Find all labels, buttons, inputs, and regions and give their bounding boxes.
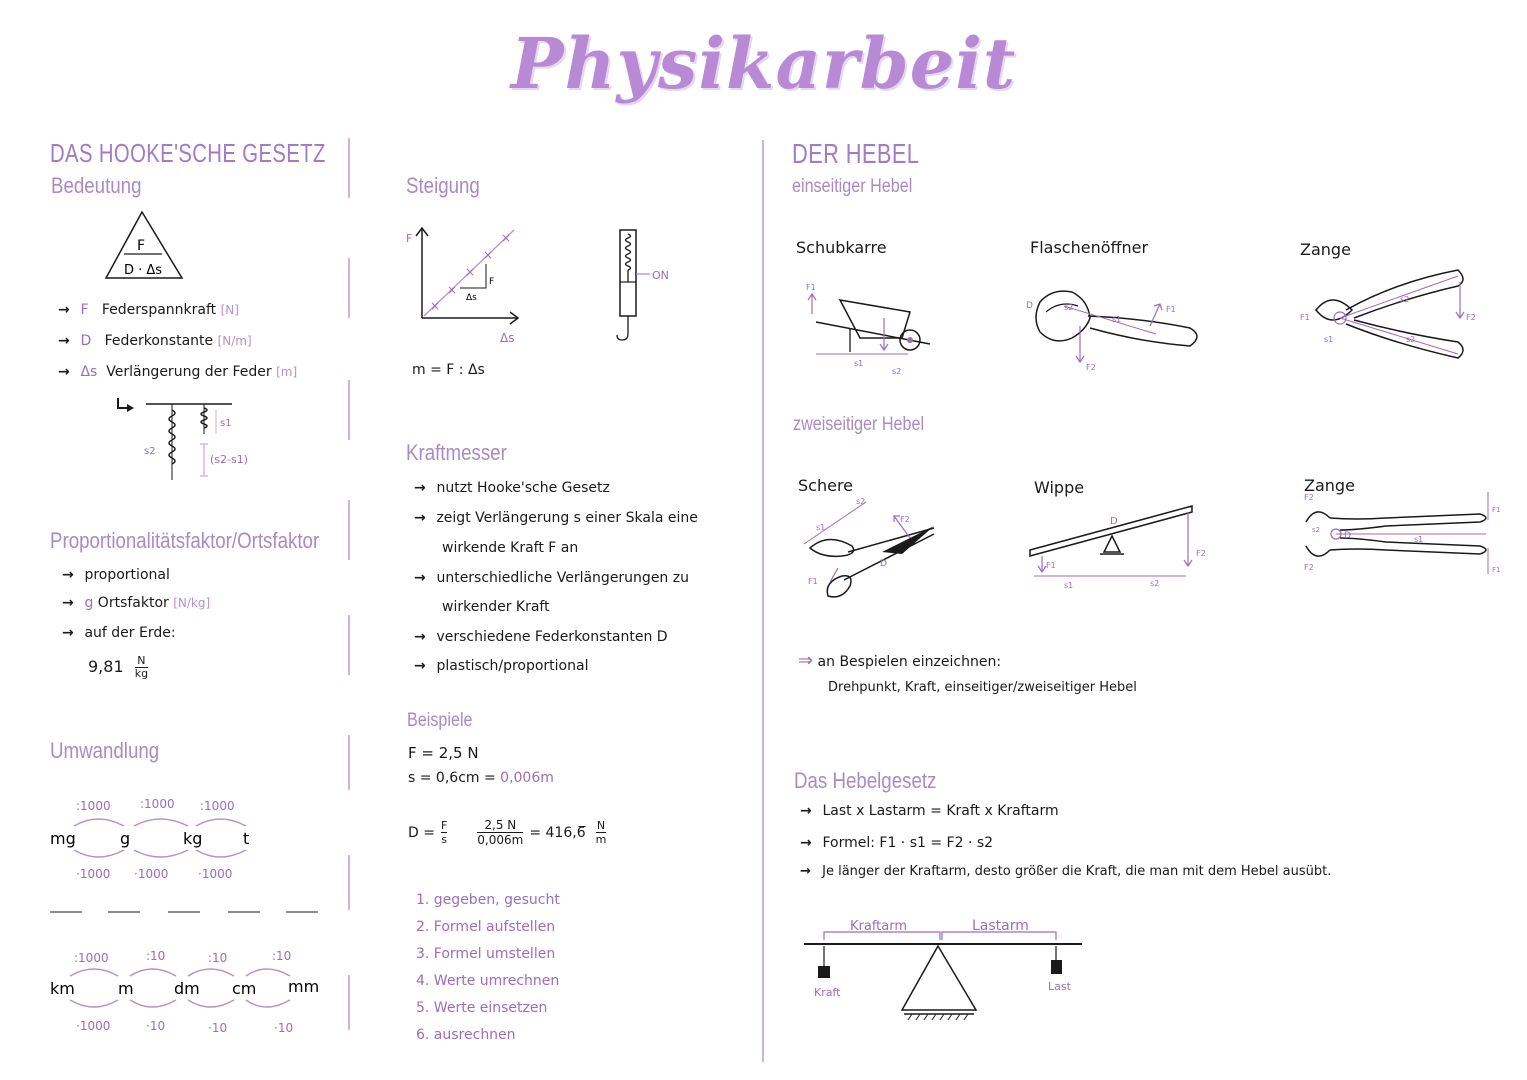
hebel-note-2: Drehpunkt, Kraft, einseitiger/zweiseitiger Hebel (828, 680, 1137, 695)
conv-label: ·1000 (198, 867, 233, 881)
step-item: 4. Werte umrechnen (416, 973, 560, 989)
prop-heading: Proportionalitätsfaktor/Ortsfaktor (50, 528, 320, 553)
label-f1: F1 (1046, 561, 1056, 570)
flaschenoeffner-drawing (1020, 282, 1210, 378)
hooke-sym: D (80, 333, 92, 349)
step-item: 5. Werte einsetzen (416, 1000, 548, 1016)
example-schubkarre: Schubkarre (796, 238, 887, 257)
unit: mg (50, 829, 76, 848)
unit-den: m (595, 833, 607, 846)
label-f1: F1 (808, 577, 818, 586)
label-d: D (1110, 516, 1118, 527)
unit: cm (232, 979, 257, 998)
hebel-heading: DER HEBEL (792, 138, 920, 169)
hooke-text: Verlängerung der Feder (106, 364, 272, 380)
label-f2: F2 (1304, 493, 1314, 502)
divider-left (348, 735, 350, 790)
unit-num: N (596, 819, 606, 832)
divider-left (348, 258, 350, 318)
divider-left (348, 500, 350, 560)
hooke-unit: [m] (276, 365, 298, 379)
zweiseitig-heading: zweiseitiger Hebel (793, 414, 925, 435)
unit: km (50, 979, 75, 998)
divider-left (348, 380, 350, 440)
g-symbol: g (84, 595, 94, 611)
label-s1: s1 (1414, 535, 1424, 544)
kraftmesser-item: → nutzt Hooke'sche Gesetz (414, 480, 610, 496)
prop-item: → g Ortsfaktor [N/kg] (62, 595, 211, 611)
unit: kg (183, 829, 203, 848)
unit: m (118, 979, 134, 998)
label-s1: s1 (1064, 581, 1074, 590)
conv-label: :1000 (74, 951, 109, 965)
unit: g (120, 829, 131, 848)
divider-left (348, 855, 350, 910)
svg-text:×: × (500, 231, 512, 245)
label-s2: s2 (1406, 335, 1416, 344)
label-d: D (880, 559, 887, 569)
s-converted: 0,006m (500, 770, 554, 786)
kraftmesser-heading: Kraftmesser (406, 440, 507, 465)
kraftarm-label: Kraftarm (850, 919, 908, 934)
conversion-length (40, 942, 340, 1042)
label-f2: F2 (1466, 313, 1476, 322)
conv-label: ·10 (146, 1019, 166, 1033)
schubkarre-drawing (800, 278, 950, 378)
spring-diff: (s2-s1) (210, 453, 249, 466)
gesetz-item: → Formel: F1 · s1 = F2 · s2 (800, 835, 994, 851)
unit: dm (174, 979, 200, 998)
kraftmesser-item: → zeigt Verlängerung s einer Skala eine (414, 510, 698, 526)
formula-triangle (100, 208, 190, 284)
conv-label: :10 (272, 949, 292, 963)
frac-num: 2,5 N (477, 818, 523, 833)
axis-x-label: Δs (500, 331, 515, 345)
example-zange: Zange (1300, 240, 1351, 259)
label-s2: s2 (1312, 526, 1321, 534)
steigung-heading: Steigung (406, 173, 480, 198)
hebelgesetz-drawing (800, 910, 1090, 1030)
wippe-drawing (1026, 498, 1216, 594)
conv-label: ·1000 (76, 867, 111, 881)
example-schere: Schere (798, 476, 854, 495)
gesetz-item: → Je länger der Kraftarm, desto größer die Kraft, die man mit dem Hebel ausübt. (800, 864, 1332, 879)
label-s2: s2 (892, 367, 902, 376)
conv-label: :1000 (76, 799, 111, 813)
page-title: Physikarbeit (510, 22, 1017, 105)
conv-label: :1000 (140, 797, 175, 811)
tri-f: F (489, 277, 495, 287)
zero-label: ON (652, 269, 669, 282)
axis-y-label: F (406, 232, 413, 245)
zange-2-drawing (1296, 490, 1506, 580)
example-zange-2: Zange (1304, 476, 1355, 495)
hooke-item-d: → D Federkonstante [N/m] (58, 333, 252, 349)
conv-label: ·10 (208, 1021, 228, 1035)
gesetz-heading: Das Hebelgesetz (794, 768, 937, 793)
label-s2: s2 (1400, 295, 1410, 304)
frac-den: s (441, 833, 447, 846)
label-s2: s2 (1064, 303, 1074, 312)
hooke-heading: DAS HOOKE'SCHE GESETZ (50, 138, 326, 168)
steigung-formula: m = F : Δs (412, 362, 485, 378)
spring-s2: s2 (144, 446, 156, 457)
prop-item: → auf der Erde: (62, 625, 176, 641)
kraftmesser-item: → unterschiedliche Verlängerungen zu (414, 570, 689, 586)
conv-label: :10 (208, 951, 228, 965)
steigung-graph (402, 222, 682, 352)
divider-left (348, 975, 350, 1030)
hooke-unit: [N/m] (217, 334, 252, 348)
svg-text:×: × (446, 283, 458, 297)
label-s1: s1 (854, 359, 864, 368)
hooke-sym: F (80, 302, 89, 318)
frac-den: 0,006m (477, 833, 524, 847)
label-s1: s1 (1324, 335, 1334, 344)
beispiel-s: s = 0,6cm = 0,006m (408, 770, 554, 786)
conversion-mass (40, 790, 340, 890)
prop-item: → proportional (62, 567, 170, 583)
unit-num: N (135, 655, 148, 668)
label-f1: F1 (806, 283, 816, 292)
hooke-subheading: Bedeutung (51, 173, 142, 198)
example-flaschenoeffner: Flaschenöffner (1030, 238, 1149, 257)
beispiel-f: F = 2,5 N (408, 744, 479, 762)
label-f2: F2 (1196, 549, 1206, 558)
steps-list (416, 892, 560, 1054)
g-value: 9,81 $\frac{N}{kg}$ (88, 654, 149, 680)
conv-label: ·1000 (76, 1019, 111, 1033)
frac-num: F (440, 819, 448, 832)
example-wippe: Wippe (1034, 478, 1085, 497)
step-item: 3. Formel umstellen (416, 946, 556, 962)
kraftmesser-item: wirkende Kraft F an (442, 540, 579, 556)
step-item: 2. Formel aufstellen (416, 919, 556, 935)
hooke-item-f: → F Federspannkraft [N] (58, 302, 239, 318)
dashes (48, 900, 328, 920)
hooke-sym: Δs (80, 364, 98, 380)
einseitig-heading: einseitiger Hebel (792, 176, 913, 197)
hebel-note: ⇒ an Bespielen einzeichnen: (798, 650, 1002, 671)
gesetz-item: → Last x Lastarm = Kraft x Kraftarm (800, 803, 1059, 819)
label-d: D (1344, 531, 1351, 541)
conv-label: :10 (146, 949, 166, 963)
divider-left (348, 138, 350, 198)
triangle-top: F (137, 238, 146, 254)
svg-text:×: × (482, 248, 494, 262)
label-d: D (1026, 301, 1033, 311)
g-unit: [N/kg] (173, 596, 211, 610)
umwandlung-heading: Umwandlung (50, 738, 160, 763)
unit: t (243, 829, 250, 848)
label-f1: F1 (1492, 566, 1501, 574)
kraftmesser-item: → plastisch/proportional (414, 658, 589, 674)
spring-diagram (112, 390, 272, 486)
unit-den: kg (134, 667, 149, 680)
step-item: 6. ausrechnen (416, 1027, 516, 1043)
label-f2: F2 (1304, 563, 1314, 572)
label-s1: s1 (1112, 315, 1122, 324)
conv-label: :1000 (200, 799, 235, 813)
divider-left (348, 615, 350, 675)
divider-main (762, 140, 764, 1062)
label-f1: F1 (1492, 506, 1501, 514)
beispiele-heading: Beispiele (407, 710, 473, 731)
last-label: Last (1048, 980, 1071, 993)
kraft-label: Kraft (814, 986, 841, 999)
spring-s1: s1 (220, 418, 232, 429)
conv-label: ·10 (274, 1021, 294, 1035)
kraftmesser-item: → verschiedene Federkonstanten D (414, 629, 668, 645)
kraftmesser-item: wirkender Kraft (442, 599, 550, 615)
conv-label: ·1000 (134, 867, 169, 881)
label-s2: s2 (1150, 579, 1160, 588)
schere-drawing (798, 494, 948, 604)
label-s1: s1 (816, 523, 826, 532)
svg-text:×: × (464, 265, 476, 279)
label-f1: F1 (1166, 305, 1176, 314)
triangle-bottom: D · Δs (124, 263, 163, 278)
tri-s: Δs (466, 293, 477, 303)
step-item: 1. gegeben, gesucht (416, 892, 560, 908)
beispiel-d: D = $\frac{F}{s}$ $\frac{2,5 N}{0,006m}$ = 416,6̅ $\frac{N}{m}$ (408, 818, 607, 847)
result: = 416,6̅ (529, 824, 586, 841)
label-f2: F2 (1086, 363, 1096, 372)
unit: mm (288, 977, 320, 996)
hooke-text: Federspannkraft (101, 302, 217, 318)
hooke-text: Federkonstante (104, 333, 214, 349)
label-f2: F2 (900, 515, 910, 524)
lastarm-label: Lastarm (972, 918, 1029, 934)
svg-text:×: × (429, 299, 441, 313)
label-f1: F1 (1300, 313, 1310, 322)
hooke-unit: [N] (220, 303, 239, 317)
label-s2: s2 (856, 497, 866, 506)
zange-drawing (1296, 262, 1486, 372)
hooke-item-ds: → Δs Verlängerung der Feder [m] (58, 364, 298, 380)
